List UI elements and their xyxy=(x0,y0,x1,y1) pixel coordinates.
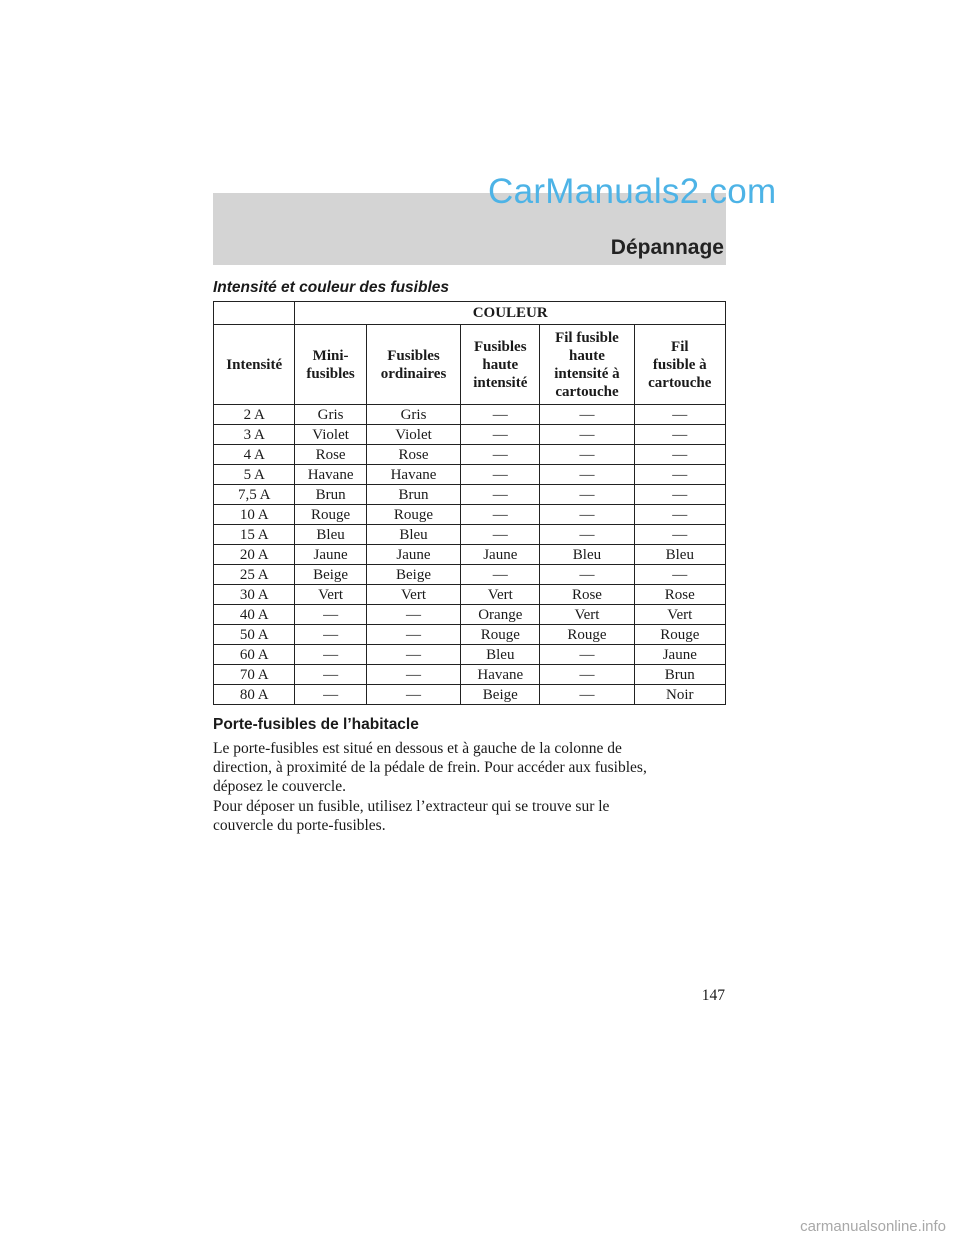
column-header-line: Fil fusible xyxy=(555,329,619,346)
amperage-cell: 2 A xyxy=(214,405,295,425)
column-header-line: haute xyxy=(569,347,605,364)
color-cell: Brun xyxy=(366,485,460,505)
column-header-line: cartouche xyxy=(648,374,712,391)
column-header-standard-fuses xyxy=(366,325,460,405)
amperage-cell: 15 A xyxy=(214,525,295,545)
color-cell: Beige xyxy=(461,685,540,705)
column-header-line: intensité à xyxy=(554,365,620,382)
table-row xyxy=(214,625,726,645)
color-cell: — xyxy=(295,625,366,645)
color-cell: — xyxy=(634,405,725,425)
page-number: 147 xyxy=(701,987,725,1004)
subheading: Porte-fusibles de l’habitacle xyxy=(213,716,419,733)
table-row xyxy=(214,445,726,465)
color-cell: Havane xyxy=(366,465,460,485)
color-cell: Rose xyxy=(366,445,460,465)
color-cell: — xyxy=(295,665,366,685)
table-row xyxy=(214,585,726,605)
amperage-cell: 50 A xyxy=(214,625,295,645)
column-header-cartridge-fuses xyxy=(634,325,725,405)
color-cell: — xyxy=(634,425,725,445)
color-cell: Vert xyxy=(540,605,634,625)
color-cell: — xyxy=(461,465,540,485)
watermark-logo[interactable]: CarManuals2.com xyxy=(488,172,777,211)
color-cell: Vert xyxy=(295,585,366,605)
color-cell: Jaune xyxy=(461,545,540,565)
color-cell: — xyxy=(634,525,725,545)
color-cell: Brun xyxy=(295,485,366,505)
color-cell: Gris xyxy=(295,405,366,425)
color-cell: — xyxy=(540,445,634,465)
column-header-line: intensité xyxy=(473,374,528,391)
amperage-cell: 20 A xyxy=(214,545,295,565)
color-cell: — xyxy=(634,485,725,505)
color-cell: — xyxy=(366,605,460,625)
paragraph-line: Pour déposer un fusible, utilisez l’extracteur qui se trouve sur le xyxy=(213,798,610,815)
color-cell: — xyxy=(634,505,725,525)
color-cell: Gris xyxy=(366,405,460,425)
column-header-line: fusible à xyxy=(652,356,707,373)
column-header-line: Fil xyxy=(671,338,689,355)
amperage-cell: 60 A xyxy=(214,645,295,665)
color-cell: — xyxy=(366,625,460,645)
table-row xyxy=(214,665,726,685)
color-cell: Bleu xyxy=(295,525,366,545)
color-cell: Beige xyxy=(366,565,460,585)
color-cell: — xyxy=(634,445,725,465)
column-header-intensity xyxy=(214,325,295,405)
table-row xyxy=(214,405,726,425)
table-row xyxy=(214,545,726,565)
color-cell: — xyxy=(366,665,460,685)
amperage-cell: 70 A xyxy=(214,665,295,685)
color-cell: — xyxy=(540,525,634,545)
table-row xyxy=(214,525,726,545)
color-group-header: COULEUR xyxy=(295,302,726,325)
table-row xyxy=(214,505,726,525)
color-cell: Rouge xyxy=(540,625,634,645)
color-cell: — xyxy=(461,425,540,445)
column-header-high-current-fuses xyxy=(461,325,540,405)
table-row xyxy=(214,645,726,665)
color-cell: Vert xyxy=(634,605,725,625)
amperage-cell: 25 A xyxy=(214,565,295,585)
color-cell: — xyxy=(366,645,460,665)
table-row xyxy=(214,605,726,625)
color-cell: — xyxy=(295,605,366,625)
color-cell: — xyxy=(461,565,540,585)
amperage-cell: 10 A xyxy=(214,505,295,525)
column-header-line: fusibles xyxy=(306,365,355,382)
color-cell: — xyxy=(634,565,725,585)
amperage-cell: 3 A xyxy=(214,425,295,445)
color-cell: Rouge xyxy=(634,625,725,645)
amperage-cell: 40 A xyxy=(214,605,295,625)
table-corner-cell xyxy=(214,302,295,325)
color-cell: Havane xyxy=(295,465,366,485)
color-cell: Bleu xyxy=(461,645,540,665)
table-row xyxy=(214,425,726,445)
color-cell: — xyxy=(540,685,634,705)
color-cell: — xyxy=(540,405,634,425)
column-header-high-current-cartridge-fuses xyxy=(540,325,634,405)
color-cell: Brun xyxy=(634,665,725,685)
color-cell: — xyxy=(295,645,366,665)
column-header-line: cartouche xyxy=(555,383,619,400)
table-row xyxy=(214,565,726,585)
color-cell: Vert xyxy=(366,585,460,605)
color-cell: — xyxy=(540,645,634,665)
amperage-cell: 7,5 A xyxy=(214,485,295,505)
paragraph-line: déposez le couvercle. xyxy=(213,778,346,795)
color-cell: Bleu xyxy=(540,545,634,565)
table-row xyxy=(214,485,726,505)
color-cell: — xyxy=(540,425,634,445)
color-cell: Orange xyxy=(461,605,540,625)
amperage-cell: 4 A xyxy=(214,445,295,465)
color-cell: — xyxy=(540,565,634,585)
amperage-cell: 80 A xyxy=(214,685,295,705)
paragraph-line: couvercle du porte-fusibles. xyxy=(213,817,386,834)
column-header-line: Fusibles xyxy=(474,338,527,355)
amperage-cell: 30 A xyxy=(214,585,295,605)
color-cell: Violet xyxy=(366,425,460,445)
color-cell: Vert xyxy=(461,585,540,605)
fuse-table xyxy=(213,301,726,705)
paragraph-line: Le porte-fusibles est situé en dessous et à gauche de la colonne de xyxy=(213,740,622,757)
color-cell: — xyxy=(540,505,634,525)
color-cell: — xyxy=(540,665,634,685)
section-title: Dépannage xyxy=(610,236,724,259)
color-cell: Rouge xyxy=(366,505,460,525)
color-cell: — xyxy=(295,685,366,705)
color-cell: Noir xyxy=(634,685,725,705)
color-cell: — xyxy=(461,525,540,545)
footer-watermark[interactable]: carmanualsonline.info xyxy=(800,1218,946,1235)
table-row xyxy=(214,685,726,705)
color-cell: — xyxy=(634,465,725,485)
color-cell: Violet xyxy=(295,425,366,445)
color-cell: Rose xyxy=(540,585,634,605)
column-header-line: haute xyxy=(482,356,519,373)
column-header-mini-fuses xyxy=(295,325,366,405)
color-cell: Bleu xyxy=(366,525,460,545)
color-cell: — xyxy=(540,465,634,485)
color-cell: Rose xyxy=(295,445,366,465)
paragraph-location xyxy=(213,739,733,796)
paragraph-removal xyxy=(213,797,733,835)
amperage-cell: 5 A xyxy=(214,465,295,485)
color-cell: — xyxy=(366,685,460,705)
column-header-line: Intensité xyxy=(226,356,283,373)
color-cell: Jaune xyxy=(634,645,725,665)
color-cell: — xyxy=(540,485,634,505)
paragraph-line: direction, à proximité de la pédale de frein. Pour accéder aux fusibles, xyxy=(213,759,647,776)
color-cell: — xyxy=(461,505,540,525)
color-cell: Havane xyxy=(461,665,540,685)
column-header-line: Mini- xyxy=(312,347,349,364)
color-cell: Rouge xyxy=(461,625,540,645)
table-title: Intensité et couleur des fusibles xyxy=(213,279,450,296)
color-cell: — xyxy=(461,485,540,505)
color-cell: Jaune xyxy=(295,545,366,565)
color-cell: — xyxy=(461,405,540,425)
color-cell: Rose xyxy=(634,585,725,605)
color-cell: Rouge xyxy=(295,505,366,525)
column-header-line: Fusibles xyxy=(387,347,440,364)
table-row xyxy=(214,465,726,485)
color-cell: Jaune xyxy=(366,545,460,565)
color-cell: Beige xyxy=(295,565,366,585)
column-header-line: ordinaires xyxy=(380,365,447,382)
color-cell: — xyxy=(461,445,540,465)
color-cell: Bleu xyxy=(634,545,725,565)
